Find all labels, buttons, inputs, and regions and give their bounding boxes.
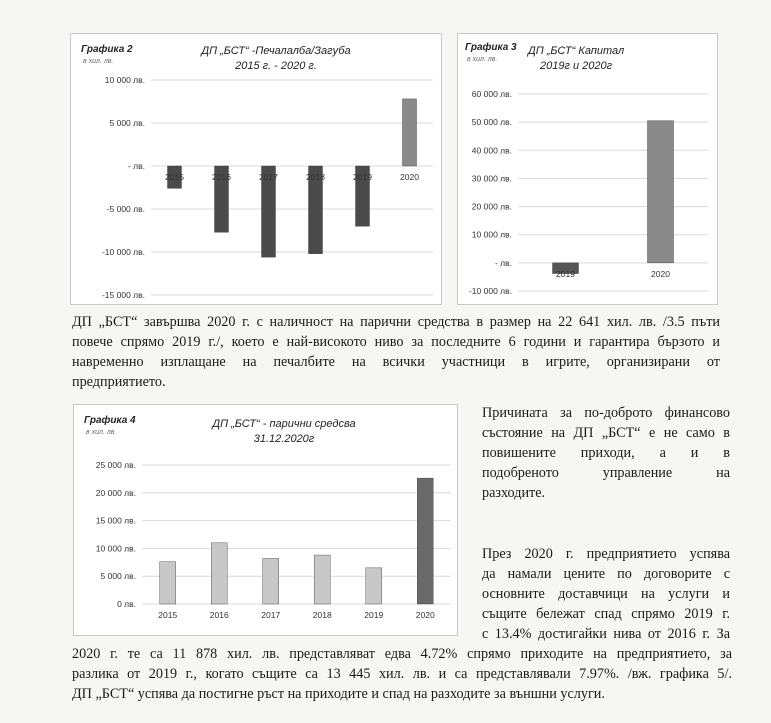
chart-unit: в хил. лв.	[83, 58, 114, 65]
y-tick-label: -15 000 лв.	[101, 290, 145, 300]
x-tick-label: 2017	[261, 610, 281, 620]
chart-label: Графика 3	[465, 42, 517, 53]
chart-unit: в хил. лв.	[467, 56, 498, 63]
paragraph-line: с 13.4% достигайки нива от 2016 г. За	[482, 626, 730, 642]
paragraph-financial-reason	[482, 403, 730, 503]
paragraph-line: повишените приходи, а и в	[482, 445, 730, 461]
y-tick-label: 10 000 лв.	[104, 75, 145, 85]
paragraph-line: разлика от 2019 г., когато същите са 13 445 хил. лв. и са представлявали 7.97%. /вж. графика 5/.	[72, 666, 732, 682]
bar-2019	[366, 568, 382, 604]
paragraph-cash-summary	[72, 312, 720, 392]
bar-2015	[160, 562, 176, 604]
chart-label: Графика 2	[81, 44, 133, 55]
bar-2018	[314, 555, 330, 604]
y-tick-label: 50 000 лв.	[471, 117, 512, 128]
y-tick-label: - лв.	[127, 161, 145, 171]
x-tick-label: 2018	[306, 172, 325, 182]
y-tick-label: -10 000 лв.	[101, 247, 145, 257]
paragraph-line: основните доставчици на услуги и	[482, 586, 730, 602]
x-tick-label: 2019	[556, 268, 575, 279]
x-tick-label: 2015	[158, 610, 178, 620]
chart-title-line-2: 2019г и 2020г	[540, 60, 613, 72]
y-tick-label: 5 000 лв.	[100, 571, 136, 582]
paragraph-line: ДП „БСТ“ успява да постигне ръст на приходите и спад на разходите за външни услуги.	[72, 686, 605, 702]
paragraph-line: същите бележат спад спрямо 2019 г.	[482, 606, 730, 622]
paragraph-line: разходите.	[482, 485, 546, 501]
y-tick-label: 40 000 лв.	[471, 145, 512, 156]
x-tick-label: 2020	[400, 172, 419, 182]
paragraph-line: състояние на ДП „БСТ“ е не само в	[482, 425, 730, 441]
chart-label: Графика 4	[84, 415, 136, 426]
y-tick-label: 20 000 лв.	[471, 201, 512, 212]
bar-2020	[648, 121, 674, 263]
paragraph-external-services	[72, 644, 732, 704]
y-tick-label: 10 000 лв.	[471, 229, 512, 240]
y-tick-label: 10 000 лв.	[95, 543, 136, 554]
y-tick-label: -5 000 лв.	[106, 204, 145, 214]
chart-panel-2	[70, 33, 442, 305]
x-tick-label: 2019	[364, 610, 384, 620]
chart-title-line-1: ДП „БСТ“ Капитал	[528, 45, 625, 57]
paragraph-line: ДП „БСТ“ завършва 2020 г. с наличност на парични средства в размер на 22 641 хил. лв. /3.5 пъти	[72, 314, 720, 330]
paragraph-line: предприятието.	[72, 374, 166, 390]
x-tick-label: 2020	[415, 610, 435, 620]
chart-panel-3	[457, 33, 718, 305]
chart-unit: в хил. лв.	[86, 429, 117, 436]
paragraph-line: навременно изплащане на печалбите на всички участници в игрите, организирани от	[72, 354, 720, 370]
y-tick-label: 30 000 лв.	[471, 173, 512, 184]
y-tick-label: 0 лв.	[117, 599, 136, 609]
x-tick-label: 2018	[312, 610, 332, 620]
y-tick-label: - лв.	[494, 257, 512, 268]
paragraph-line: През 2020 г. предприятието успява	[482, 546, 730, 562]
chart-title-line-2: 31.12.2020г	[253, 433, 315, 445]
y-tick-label: 20 000 лв.	[95, 487, 136, 498]
chart-title-line-2: 2015 г. - 2020 г.	[235, 60, 317, 72]
paragraph-line: повече спрямо 2019 г./, което е най-високото ниво за последните 6 години и гарантира бързото и	[72, 334, 720, 350]
bar-2020	[417, 478, 433, 604]
x-tick-label: 2016	[212, 172, 231, 182]
bar-2017	[263, 558, 279, 604]
y-tick-label: 15 000 лв.	[95, 515, 136, 526]
chart-g3-plot	[458, 34, 717, 304]
y-tick-label: 25 000 лв.	[95, 460, 136, 470]
paragraph-line: подобреното управление на	[482, 465, 730, 481]
paragraph-line: Причината за по-доброто финансово	[482, 405, 730, 421]
y-tick-label: 5 000 лв.	[109, 118, 145, 128]
chart-title-line-1: ДП „БСТ“ -Печалалба/Загуба	[201, 45, 351, 57]
chart-g4-plot	[74, 405, 457, 635]
chart-title-line-1: ДП „БСТ“ - парични средсва	[212, 418, 356, 430]
x-tick-label: 2019	[353, 172, 372, 182]
paragraph-cost-reduction	[482, 544, 730, 644]
x-tick-label: 2016	[209, 610, 229, 620]
x-tick-label: 2017	[259, 172, 278, 182]
x-tick-label: 2015	[165, 172, 184, 182]
chart-g2-plot	[71, 34, 441, 304]
y-tick-label: 60 000 лв.	[471, 89, 512, 99]
chart-panel-4	[73, 404, 458, 636]
paragraph-line: да намали цените по договорите с	[482, 566, 730, 582]
bar-2020	[403, 99, 417, 166]
bar-2016	[211, 543, 227, 604]
x-tick-label: 2020	[651, 268, 670, 279]
y-tick-label: -10 000 лв.	[468, 286, 512, 296]
paragraph-line: 2020 г. те са 11 878 хил. лв. представляват едва 4.72% спрямо приходите на предприятието, за	[72, 646, 732, 662]
